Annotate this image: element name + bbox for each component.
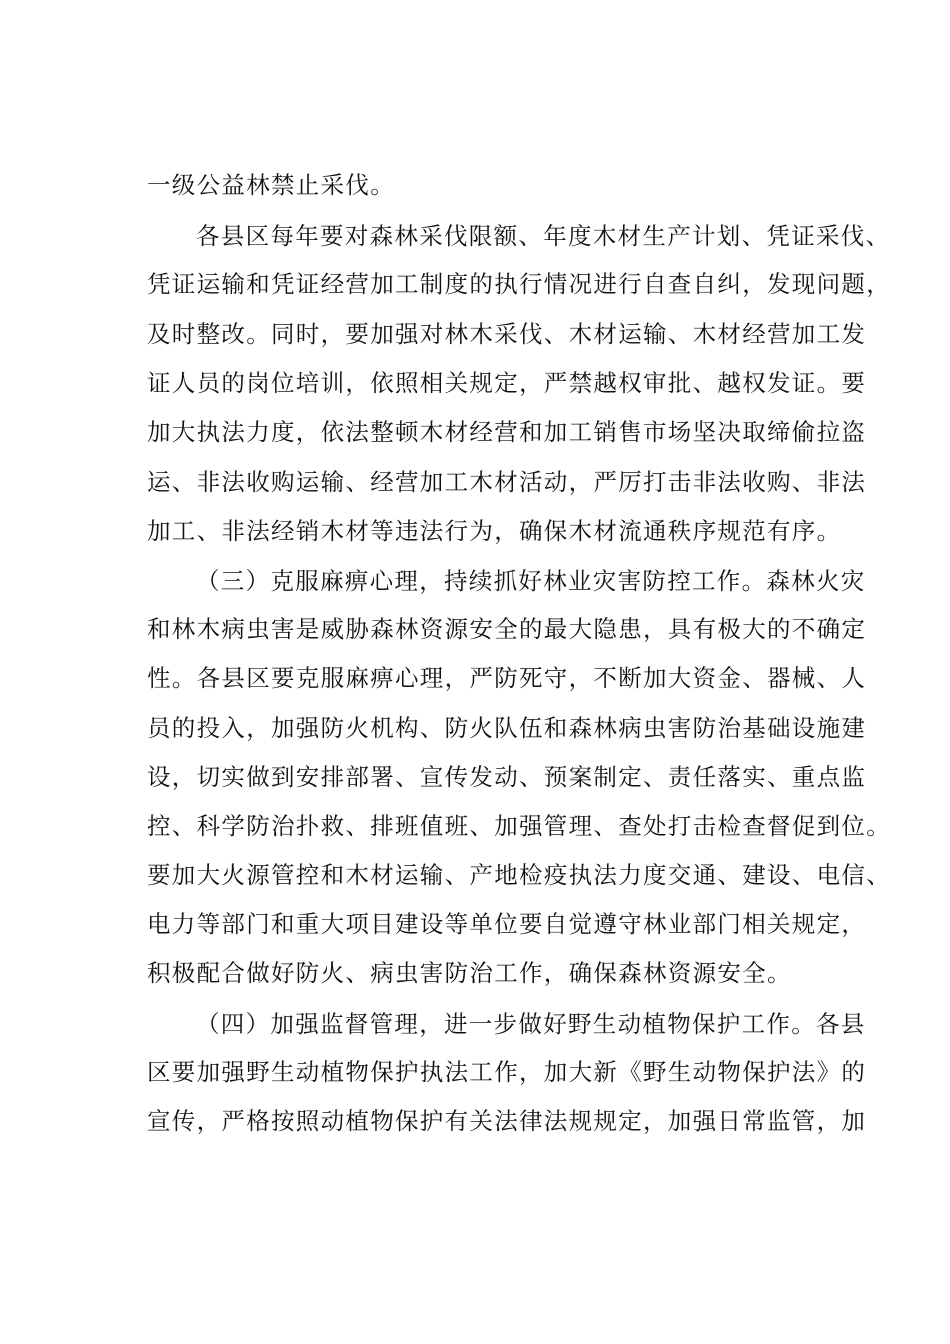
- text-line: 加工、非法经销木材等违法行为，确保木材流通秩序规范有序。: [147, 517, 842, 545]
- text-line: 积极配合做好防火、病虫害防治工作，确保森林资源安全。: [147, 959, 792, 987]
- text-line: 运、非法收购运输、经营加工木材活动，严厉打击非法收购、非法: [147, 468, 867, 496]
- text-line: 及时整改。同时，要加强对林木采伐、木材运输、木材经营加工发: [147, 320, 867, 348]
- text-line: 控、科学防治扑救、排班值班、加强管理、查处打击检查督促到位。: [147, 812, 891, 840]
- text-line: 要加大火源管控和木材运输、产地检疫执法力度交通、建设、电信、: [147, 861, 891, 889]
- section-heading-line: （四）加强监督管理，进一步做好野生动植物保护工作。各县: [196, 1010, 866, 1038]
- text-line: 和林木病虫害是威胁森林资源安全的最大隐患，具有极大的不确定: [147, 615, 867, 643]
- paragraph-start-line: 各县区每年要对森林采伐限额、年度木材生产计划、凭证采伐、: [196, 222, 891, 250]
- text-line: 员的投入，加强防火机构、防火队伍和森林病虫害防治基础设施建: [147, 714, 867, 742]
- text-line: 区要加强野生动植物保护执法工作，加大新《野生动物保护法》的: [147, 1058, 867, 1086]
- text-line: 设，切实做到安排部署、宣传发动、预案制定、责任落实、重点监: [147, 763, 867, 791]
- text-line: 电力等部门和重大项目建设等单位要自觉遵守林业部门相关规定，: [147, 910, 867, 938]
- text-line: 一级公益林禁止采伐。: [147, 171, 395, 199]
- text-line: 性。各县区要克服麻痹心理，严防死守，不断加大资金、器械、人: [147, 664, 867, 692]
- section-heading-line: （三）克服麻痹心理，持续抓好林业灾害防控工作。森林火灾: [196, 567, 866, 595]
- text-line: 宣传，严格按照动植物保护有关法律法规规定，加强日常监管，加: [147, 1107, 867, 1135]
- text-line: 凭证运输和凭证经营加工制度的执行情况进行自查自纠，发现问题，: [147, 270, 891, 298]
- text-line: 加大执法力度，依法整顿木材经营和加工销售市场坚决取缔偷拉盗: [147, 418, 867, 446]
- text-line: 证人员的岗位培训，依照相关规定，严禁越权审批、越权发证。要: [147, 369, 867, 397]
